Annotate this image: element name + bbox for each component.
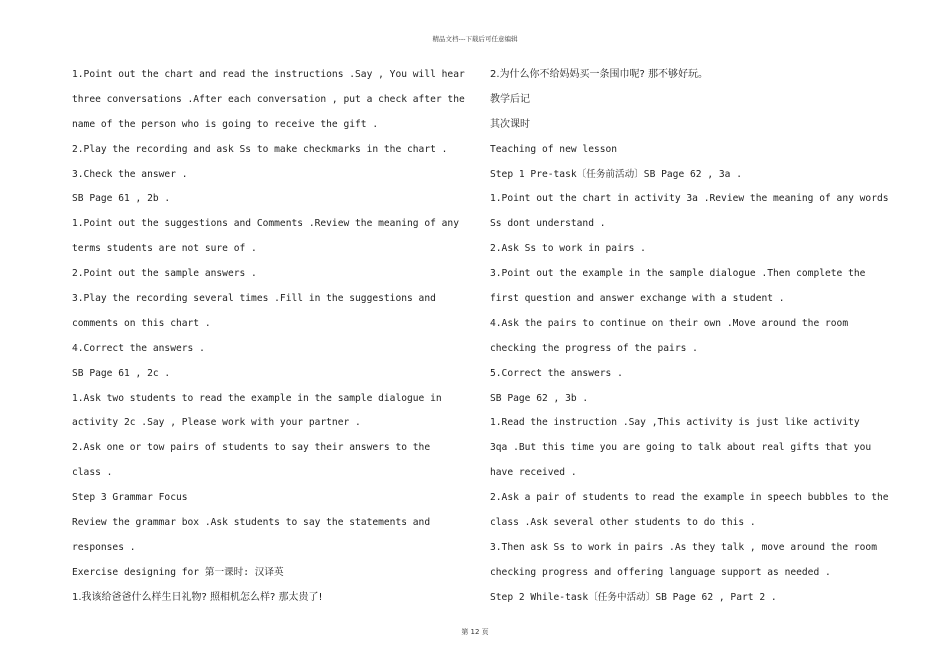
text-line: SB Page 61 , 2c . [72,367,171,379]
text-line: 2.为什么你不给妈妈买一条围巾呢? 那不够好玩。 [490,69,709,80]
text-line: 2.Play the recording and ask Ss to make checkmarks in the chart . [72,143,448,155]
right-column [490,68,889,616]
text-line: have received . [490,467,577,479]
left-column [72,68,467,616]
text-line: 2.Ask one or tow pairs of students to say their answers to the [72,442,431,454]
text-line: 1.Point out the suggestions and Comments .Review the meaning of any [72,218,459,230]
text-line: 1.Point out the chart in activity 3a .Review the meaning of any words [490,193,889,205]
text-line: 3qa .But this time you are going to talk about real gifts that you [490,442,872,454]
text-line: Teaching of new lesson [490,143,618,155]
text-line: three conversations .After each conversation , put a check after the [72,93,465,105]
page-number: 第 12 页 [461,628,489,636]
text-line: 3.Check the answer . [72,168,188,180]
text-line: class .Ask several other students to do this . [490,517,756,529]
text-line: 1.Ask two students to read the example in the sample dialogue in [72,392,442,404]
text-line: checking progress and offering language support as needed . [490,566,831,578]
text-line: comments on this chart . [72,317,211,329]
text-line: Step 2 While-task〔任务中活动〕SB Page 62 , Part 2 . [490,591,777,603]
text-line: checking the progress of the pairs . [490,342,698,354]
text-line: 1.Point out the chart and read the instructions .Say , You will hear [72,69,465,80]
text-line: 3.Then ask Ss to work in pairs .As they talk , move around the room [490,541,877,553]
text-line: 4.Correct the answers . [72,342,205,354]
text-line: class . [72,467,113,479]
text-line: terms students are not sure of . [72,243,257,255]
text-line: name of the person who is going to receive the gift . [72,118,379,130]
text-line: responses . [72,541,136,553]
text-line: 2.Ask a pair of students to read the example in speech bubbles to the [490,492,889,504]
text-line: Step 3 Grammar Focus [72,492,188,504]
text-line: 1.我该给爸爸什么样生日礼物? 照相机怎么样? 那太贵了! [72,591,323,603]
text-line: 4.Ask the pairs to continue on their own .Move around the room [490,317,849,329]
text-line: 3.Point out the example in the sample dialogue .Then complete the [490,268,866,280]
text-line: Exercise designing for 第一课时: 汉译英 [72,566,284,578]
text-line: first question and answer exchange with a student . [490,293,785,305]
text-line: 3.Play the recording several times .Fill in the suggestions and [72,293,436,305]
text-line: 教学后记 [490,93,530,105]
text-line: SB Page 61 , 2b . [72,193,171,205]
text-line: Review the grammar box .Ask students to say the statements and [72,517,431,529]
text-line: 1.Read the instruction .Say ,This activity is just like activity [490,417,860,429]
text-line: 5.Correct the answers . [490,367,623,379]
text-line: 2.Point out the sample answers . [72,268,257,280]
text-line: 其次课时 [490,118,530,130]
text-line: Ss dont understand . [490,218,606,230]
text-line: SB Page 62 , 3b . [490,392,589,404]
page-header: 精品文档---下载后可任意编辑 [432,35,518,43]
text-line: activity 2c .Say , Please work with your partner . [72,417,361,429]
text-line: Step 1 Pre-task〔任务前活动〕SB Page 62 , 3a . [490,168,742,180]
text-line: 2.Ask Ss to work in pairs . [490,243,646,255]
